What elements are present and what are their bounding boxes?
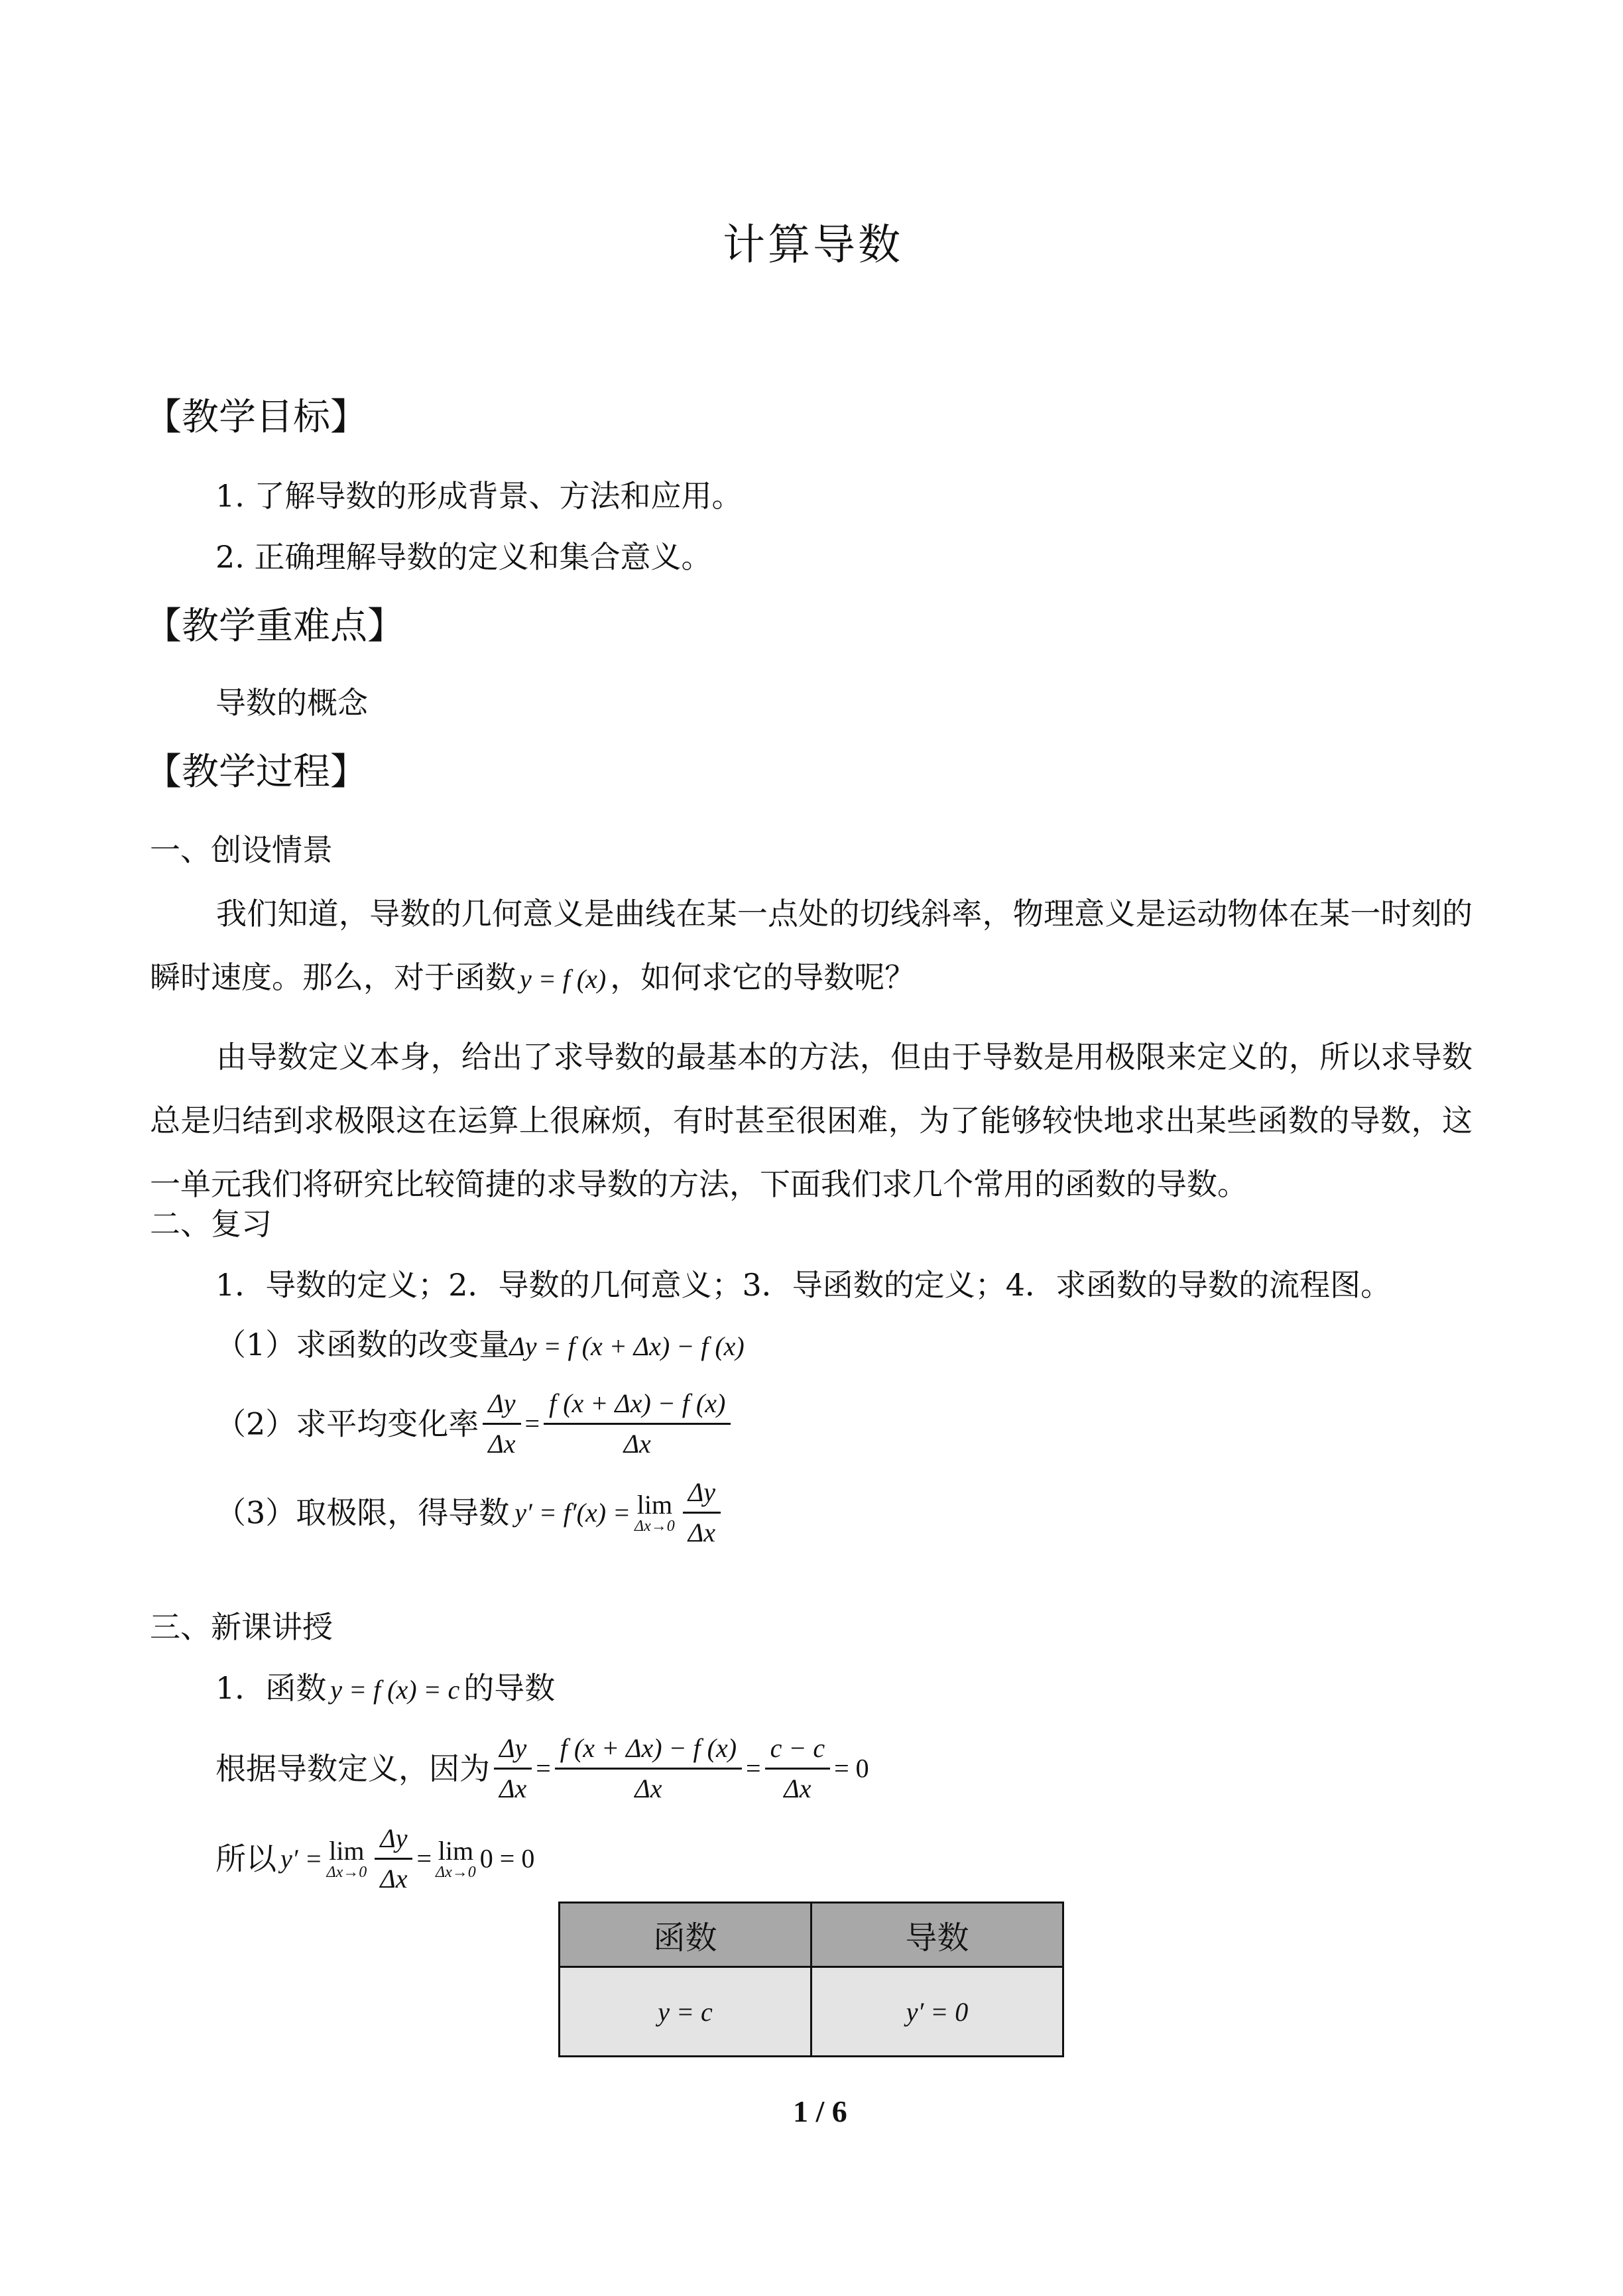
derivative-table [558, 1902, 1064, 2057]
part1-p1-formula: y = f (x) [520, 964, 607, 994]
derivation-equals-1: = [536, 1753, 551, 1783]
table-header-derivative: 导数 [812, 1903, 1063, 1967]
review-list: 1．导数的定义；2．导数的几何意义；3．导函数的定义；4．求函数的导数的流程图。 [215, 1267, 1392, 1303]
step-2 [215, 1387, 735, 1461]
step-3-lim-text: lim [636, 1489, 673, 1520]
conclusion-label: 所以 [215, 1841, 276, 1877]
item-1-formula: y = f (x) = c [330, 1675, 460, 1705]
part1-paragraph-1 [150, 882, 1473, 1011]
conclusion-lim-2-text: lim [438, 1835, 474, 1866]
derivation-fraction-3-num: c − c [765, 1732, 831, 1770]
conclusion-lim-1-sub: Δx→0 [326, 1863, 367, 1881]
derivation-label: 根据导数定义，因为 [215, 1750, 490, 1787]
part1-p1-text: 我们知道，导数的几何意义是曲线在某一点处的切线斜率，物理意义是运动物体在某一时刻的瞬时速度。那么，对于函数 [150, 896, 1473, 995]
step-3 [215, 1476, 725, 1549]
step-3-limit [634, 1489, 675, 1535]
section-heading-goals: 【教学目标】 [145, 396, 367, 439]
keypoint-text: 导数的概念 [215, 685, 368, 721]
derivation-fraction-2-num: f (x + Δx) − f (x) [555, 1732, 742, 1770]
step-2-lhs-denominator: Δx [488, 1429, 516, 1459]
item-1 [215, 1668, 555, 1710]
step-3-fraction [683, 1476, 721, 1549]
step-2-lhs-fraction [483, 1387, 520, 1461]
conclusion-y: y′ = [280, 1843, 323, 1874]
step-3-numerator: Δy [683, 1476, 721, 1514]
step-2-rhs-fraction [544, 1387, 731, 1461]
conclusion-fraction [375, 1822, 412, 1896]
derivation-fraction-1-den: Δx [499, 1774, 527, 1803]
table-header-function: 函数 [560, 1903, 812, 1967]
step-3-denominator: Δx [688, 1518, 716, 1547]
step-2-rhs-numerator: f (x + Δx) − f (x) [544, 1387, 731, 1425]
step-1-label: （1）求函数的改变量 [215, 1327, 510, 1362]
conclusion-lim-2-sub: Δx→0 [436, 1863, 476, 1881]
table-row [560, 1967, 1063, 2057]
goal-item-2: 2. 正确理解导数的定义和集合意义。 [215, 539, 712, 575]
derivation-fraction-3 [765, 1732, 831, 1805]
derivation-fraction-3-den: Δx [784, 1774, 812, 1803]
conclusion-result: 0 = 0 [479, 1843, 535, 1874]
step-3-lim-sub: Δx→0 [634, 1517, 675, 1535]
part2-heading: 二、复习 [150, 1206, 272, 1242]
conclusion-line [215, 1822, 534, 1896]
derivation-result: = 0 [834, 1753, 869, 1783]
step-2-equals: = [524, 1408, 540, 1439]
step-1 [215, 1325, 745, 1366]
conclusion-fraction-den: Δx [380, 1864, 408, 1894]
step-3-f: f′(x) = [563, 1497, 631, 1528]
part3-heading: 三、新课讲授 [150, 1609, 333, 1645]
step-3-y: y′ = [514, 1497, 557, 1528]
section-heading-process: 【教学过程】 [145, 751, 367, 794]
page-number: 1 / 6 [793, 2094, 847, 2128]
step-1-formula: Δy = f (x + Δx) − f (x) [509, 1331, 745, 1361]
table-cell-derivative: y′ = 0 [812, 1967, 1063, 2057]
section-heading-keypoints: 【教学重难点】 [145, 605, 404, 648]
conclusion-limit-1 [326, 1835, 367, 1881]
table-cell-function: y = c [560, 1967, 812, 2057]
derivation-line [215, 1732, 869, 1805]
table-header-row [560, 1903, 1063, 1967]
item-1-label: 1．函数 [215, 1670, 327, 1706]
step-2-lhs-numerator: Δy [483, 1387, 520, 1425]
step-2-rhs-denominator: Δx [623, 1429, 651, 1459]
derivation-fraction-2-den: Δx [634, 1774, 662, 1803]
page-title: 计算导数 [723, 221, 903, 270]
conclusion-lim-1-text: lim [329, 1835, 365, 1866]
part1-paragraph-2: 由导数定义本身，给出了求导数的最基本的方法，但由于导数是用极限来定义的，所以求导数总是归结到求极限这在运算上很麻烦，有时甚至很困难，为了能够较快地求出某些函数的导数，这一单元我们将研究比较简捷的求导数的方法，下面我们求几个常用的函数的导数。 [150, 1039, 1473, 1202]
item-1-tail: 的导数 [463, 1670, 556, 1706]
derivation-equals-2: = [746, 1753, 761, 1783]
part1-p1-tail: ，如何求它的导数呢？ [610, 959, 916, 995]
part1-heading: 一、创设情景 [150, 832, 333, 868]
derivation-fraction-2 [555, 1732, 742, 1805]
conclusion-limit-2 [436, 1835, 476, 1881]
step-2-label: （2）求平均变化率 [215, 1406, 479, 1442]
derivation-fraction-1 [494, 1732, 532, 1805]
conclusion-fraction-num: Δy [375, 1822, 412, 1860]
step-3-label: （3）取极限，得导数 [215, 1494, 510, 1531]
conclusion-equals: = [416, 1843, 432, 1874]
goal-item-1: 1. 了解导数的形成背景、方法和应用。 [215, 478, 743, 514]
derivation-fraction-1-num: Δy [494, 1732, 532, 1770]
